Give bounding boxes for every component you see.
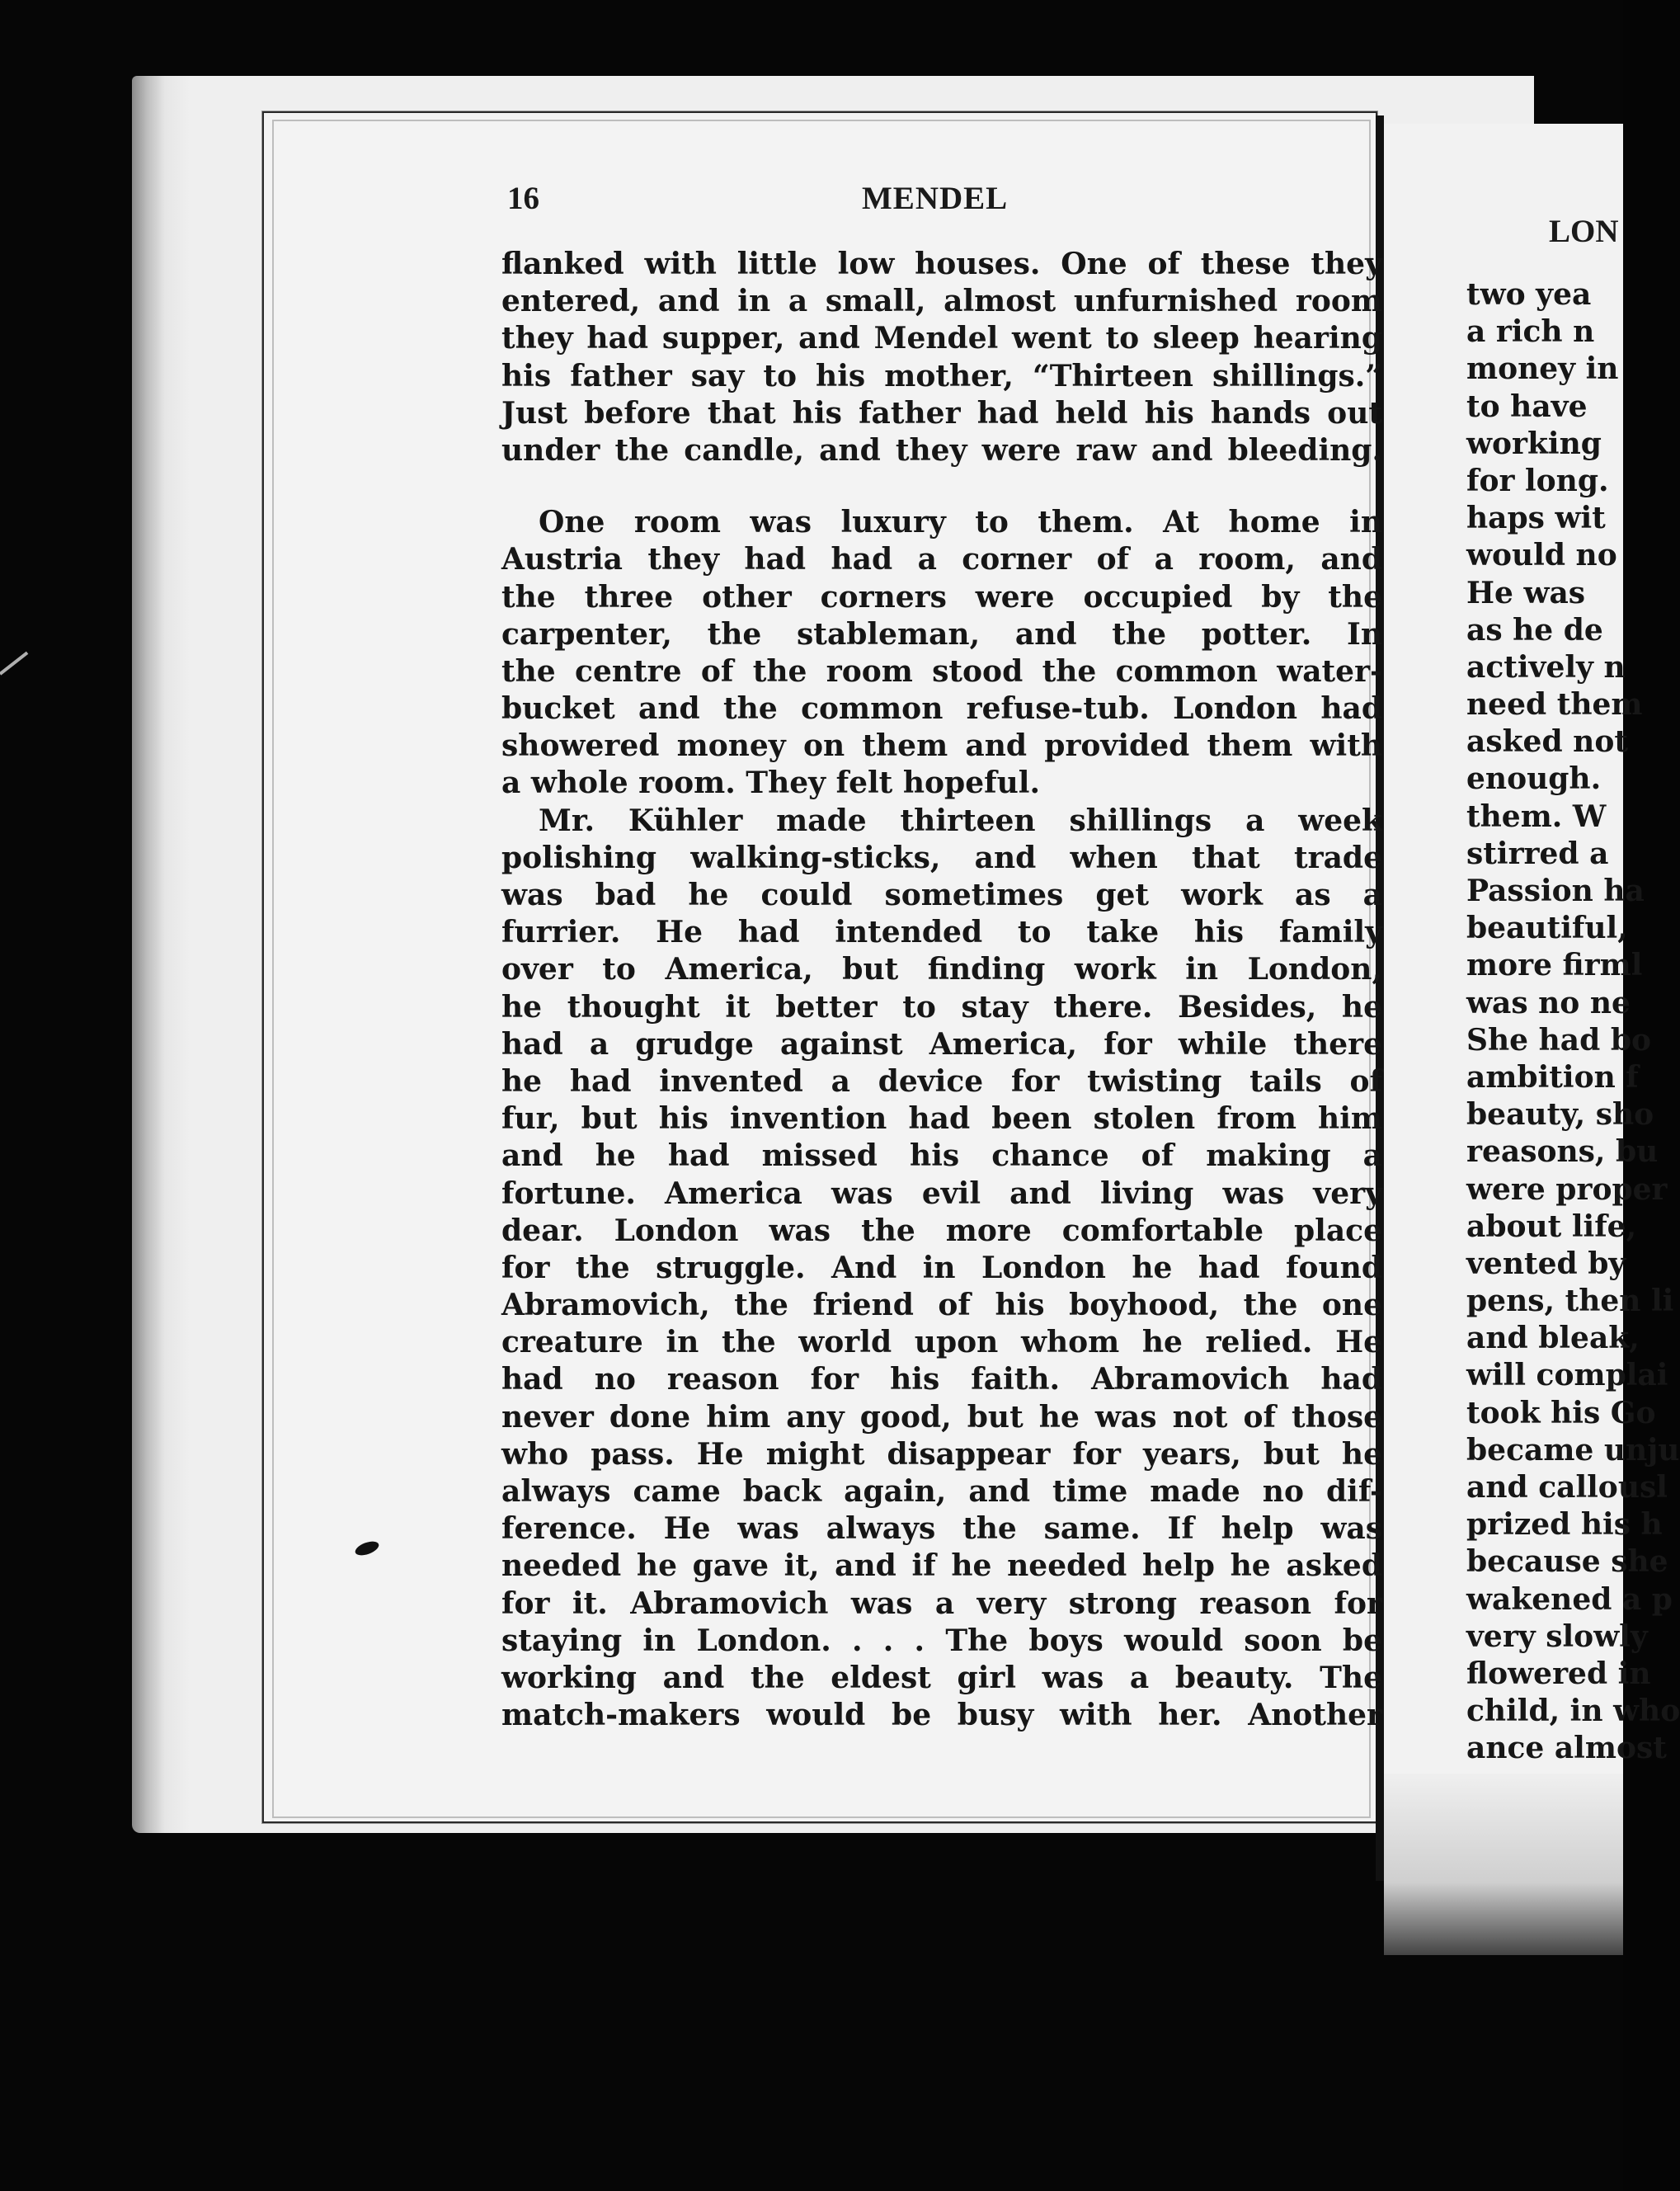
right-text-line: them. W bbox=[1466, 799, 1607, 834]
text-line: fortune. America was evil and living was very bbox=[501, 1176, 1382, 1211]
text-line: for it. Abramovich was a very strong reason for bbox=[501, 1586, 1382, 1621]
right-text-line: need them bbox=[1466, 687, 1643, 723]
right-text-line: Passion ha bbox=[1466, 874, 1645, 908]
right-text-line: child, in who bbox=[1466, 1694, 1680, 1729]
right-text-line: for long. bbox=[1466, 463, 1609, 498]
right-text-line: and callousl bbox=[1466, 1470, 1668, 1505]
text-line: his father say to his mother, “Thirteen shillings.” bbox=[501, 358, 1382, 393]
right-text-line: wakened a p bbox=[1466, 1581, 1673, 1617]
text-line: flanked with little low houses. One of these they bbox=[501, 247, 1382, 281]
page-head-title: MENDEL bbox=[862, 181, 1009, 216]
text-line: always came back again, and time made no dif- bbox=[501, 1474, 1382, 1509]
text-line: for the struggle. And in London he had found bbox=[501, 1250, 1382, 1285]
text-line: polishing walking-sticks, and when that trade bbox=[501, 840, 1382, 875]
text-line: Just before that his father had held his hands out bbox=[501, 395, 1382, 431]
section-gap bbox=[501, 469, 1382, 504]
text-line: he had invented a device for twisting tails of bbox=[501, 1063, 1382, 1099]
right-text-line: as he de bbox=[1466, 612, 1603, 648]
text-line: fur, but his invention had been stolen from him bbox=[501, 1101, 1382, 1137]
right-text-line: two yea bbox=[1466, 277, 1592, 312]
right-text-line: would no bbox=[1466, 538, 1617, 573]
right-text-line: money in bbox=[1466, 351, 1619, 387]
paragraph-1 bbox=[501, 246, 1382, 469]
text-line: a whole room. They felt hopeful. bbox=[501, 766, 1040, 801]
right-text-line: beauty, sho bbox=[1466, 1097, 1654, 1133]
text-line: over to America, but finding work in London, bbox=[501, 952, 1382, 987]
right-text-line: about life, bbox=[1466, 1209, 1637, 1244]
text-line: had a grudge against America, for while there bbox=[501, 1026, 1382, 1062]
text-line: the three other corners were occupied by the bbox=[501, 579, 1382, 615]
text-line: carpenter, the stableman, and the potter. In bbox=[501, 616, 1382, 652]
text-line: working and the eldest girl was a beauty. The bbox=[501, 1660, 1382, 1695]
text-line: needed he gave it, and if he needed help he asked bbox=[501, 1548, 1382, 1584]
text-line: entered, and in a small, almost unfurnished room bbox=[501, 284, 1382, 319]
text-line: showered money on them and provided them with bbox=[501, 728, 1382, 764]
right-text-line: took his Go bbox=[1466, 1395, 1656, 1430]
body-text bbox=[501, 246, 1382, 1734]
right-text-line: was no ne bbox=[1466, 985, 1631, 1020]
right-page-text bbox=[1466, 276, 1680, 1768]
right-text-line: actively n bbox=[1466, 649, 1626, 685]
text-line: Abramovich, the friend of his boyhood, the one bbox=[501, 1288, 1382, 1323]
right-text-line: stirred a bbox=[1466, 836, 1609, 871]
right-text-line: asked not bbox=[1466, 724, 1628, 760]
right-text-line: flowered in bbox=[1466, 1656, 1651, 1691]
text-line: furrier. He had intended to take his family bbox=[501, 915, 1382, 950]
text-line: the centre of the room stood the common water- bbox=[501, 653, 1382, 689]
text-line: was bad he could sometimes get work as a bbox=[501, 878, 1382, 912]
page-number: 16 bbox=[507, 181, 539, 216]
right-text-line: were proper bbox=[1466, 1171, 1668, 1207]
text-line: staying in London. . . . The boys would soon be bbox=[501, 1623, 1382, 1658]
text-line: dear. London was the more comfortable place bbox=[501, 1213, 1382, 1248]
running-head bbox=[507, 180, 1381, 221]
right-page-shadow bbox=[1384, 1774, 1623, 1955]
text-line: they had supper, and Mendel went to sleep hearing bbox=[501, 321, 1382, 356]
right-running-head: LON bbox=[1549, 214, 1619, 249]
text-line: Mr. Kühler made thirteen shillings a week bbox=[539, 803, 1382, 838]
text-line: he thought it better to stay there. Besides, he bbox=[501, 989, 1382, 1025]
right-text-line: pens, then li bbox=[1466, 1284, 1674, 1319]
right-text-line: to have bbox=[1466, 389, 1588, 424]
right-text-line: very slowly bbox=[1466, 1619, 1648, 1654]
right-text-line: because she bbox=[1466, 1544, 1668, 1580]
right-text-line: and bleak, bbox=[1466, 1321, 1640, 1356]
paragraph-3 bbox=[501, 803, 1382, 1735]
right-text-line: enough. bbox=[1466, 761, 1602, 797]
paragraph-2 bbox=[501, 504, 1382, 803]
text-line: ference. He was always the same. If help was bbox=[501, 1511, 1382, 1547]
right-text-line: more firml bbox=[1466, 948, 1643, 983]
right-text-line: beautiful, bbox=[1466, 911, 1628, 946]
text-line: never done him any good, but he was not of those bbox=[501, 1399, 1382, 1435]
right-text-line: reasons, bu bbox=[1466, 1134, 1659, 1170]
right-text-line: became unju bbox=[1466, 1432, 1680, 1468]
film-scratch bbox=[0, 652, 28, 676]
text-line: Austria they had had a corner of a room, and bbox=[501, 542, 1382, 577]
right-text-line: ambition f bbox=[1466, 1059, 1639, 1095]
text-line: One room was luxury to them. At home in bbox=[539, 505, 1382, 540]
right-text-line: prized his h bbox=[1466, 1507, 1663, 1543]
text-line: creature in the world upon whom he relied. He bbox=[501, 1325, 1382, 1360]
right-text-line: ance almost bbox=[1466, 1731, 1667, 1766]
right-text-line: vented by bbox=[1466, 1246, 1626, 1281]
text-line: had no reason for his faith. Abramovich had bbox=[501, 1362, 1382, 1397]
text-line: bucket and the common refuse-tub. London had bbox=[501, 691, 1382, 727]
right-text-line: working bbox=[1466, 426, 1602, 461]
right-text-line: a rich n bbox=[1466, 314, 1595, 350]
right-text-line: She had bo bbox=[1466, 1022, 1651, 1058]
text-line: under the candle, and they were raw and bleeding. bbox=[501, 432, 1382, 468]
text-line: who pass. He might disappear for years, but he bbox=[501, 1436, 1382, 1472]
text-line: match-makers would be busy with her. Another bbox=[501, 1698, 1382, 1733]
text-line: and he had missed his chance of making a bbox=[501, 1138, 1382, 1174]
right-text-line: haps wit bbox=[1466, 501, 1606, 536]
right-text-line: will complai bbox=[1466, 1358, 1668, 1393]
right-text-line: He was bbox=[1466, 575, 1586, 610]
